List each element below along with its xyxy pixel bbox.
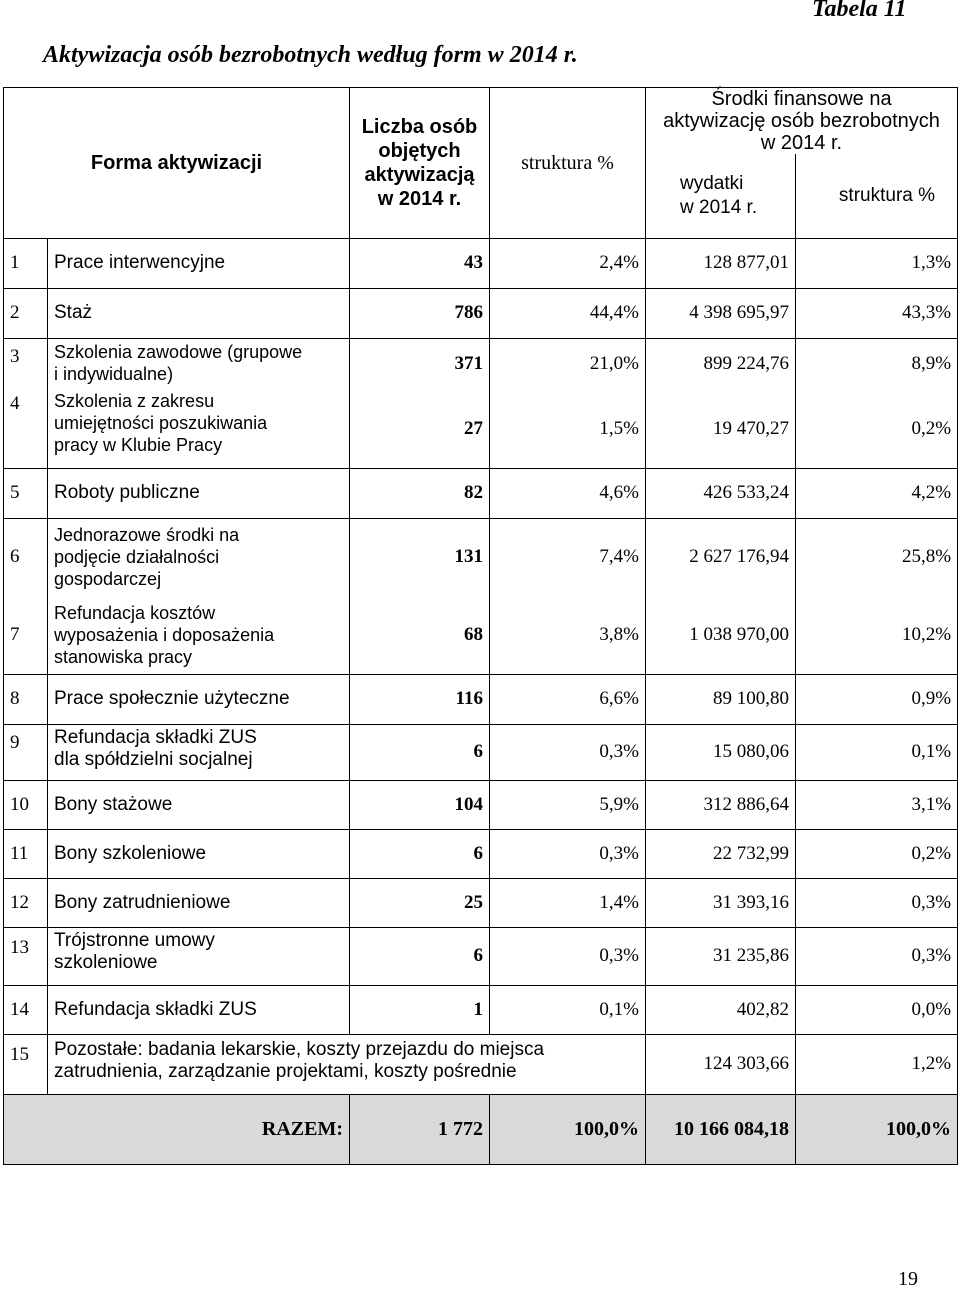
row-name-line: Pozostałe: badania lekarskie, koszty przejazdu do miejsca	[54, 1038, 545, 1060]
row-share: 2,4%	[490, 238, 646, 288]
table-row	[4, 780, 958, 829]
row-fshare: 1,3%	[796, 238, 958, 288]
row-name-line: pracy w Klubie Pracy	[54, 435, 223, 455]
table-number-label: Tabela 11	[812, 0, 907, 22]
row-fshare: 0,0%	[796, 985, 958, 1034]
row-name-line: podjęcie działalności	[54, 547, 220, 568]
row-lp: 9	[4, 724, 48, 780]
row-name-line: Refundacja kosztów	[54, 602, 216, 623]
row-fshare: 1,2%	[796, 1034, 958, 1094]
row-name-line: dla spółdzielni socjalnej	[54, 748, 253, 770]
row-name-line: wyposażenia i doposażenia	[54, 624, 275, 645]
row-count: 371	[350, 338, 490, 390]
row-lp: 2	[4, 288, 48, 338]
row-name	[48, 596, 350, 674]
row-fshare: 0,1%	[796, 724, 958, 780]
row-funds: 19 470,27	[646, 390, 796, 468]
row-count: 104	[350, 780, 490, 829]
row-name: Staż	[48, 288, 350, 338]
row-name: Refundacja składki ZUS	[48, 985, 350, 1034]
row-lp: 4	[4, 390, 48, 468]
row-funds: 899 224,76	[646, 338, 796, 390]
header-liczba-line: w 2014 r.	[377, 187, 462, 210]
header-srodki-line: aktywizację osób bezrobotnych	[663, 110, 940, 132]
row-share: 3,8%	[490, 596, 646, 674]
row-lp: 10	[4, 780, 48, 829]
row-lp: 13	[4, 927, 48, 985]
row-share: 0,3%	[490, 724, 646, 780]
row-name-line: zatrudnienia, zarządzanie projektami, koszty pośrednie	[54, 1060, 517, 1082]
header-liczba-line: Liczba osób	[361, 115, 478, 138]
row-funds: 31 393,16	[646, 878, 796, 927]
row-funds: 402,82	[646, 985, 796, 1034]
row-count: 82	[350, 468, 490, 518]
row-count: 1	[350, 985, 490, 1034]
row-name	[48, 338, 350, 390]
row-name	[48, 1034, 646, 1094]
row-lp: 11	[4, 829, 48, 878]
row-lp: 1	[4, 238, 48, 288]
row-funds: 426 533,24	[646, 468, 796, 518]
row-name-line: Refundacja składki ZUS	[54, 726, 257, 748]
row-fshare: 0,2%	[796, 390, 958, 468]
table-row	[4, 468, 958, 518]
total-funds: 10 166 084,18	[646, 1094, 796, 1164]
row-share: 6,6%	[490, 674, 646, 724]
row-name-line: Szkolenia zawodowe (grupowe	[54, 341, 303, 362]
header-struktura	[490, 88, 646, 239]
header-wydatki-line: w 2014 r.	[680, 196, 758, 218]
row-fshare: 43,3%	[796, 288, 958, 338]
row-funds: 89 100,80	[646, 674, 796, 724]
page-title: Aktywizacja osób bezrobotnych według form w 2014 r.	[43, 42, 578, 68]
header-row-1	[4, 88, 958, 155]
row-share: 0,3%	[490, 927, 646, 985]
row-name-line: stanowiska pracy	[54, 646, 193, 667]
table-row	[4, 724, 958, 780]
row-fshare: 0,9%	[796, 674, 958, 724]
activation-table	[3, 87, 958, 1165]
row-lp: 14	[4, 985, 48, 1034]
total-share: 100,0%	[490, 1094, 646, 1164]
row-lp: 12	[4, 878, 48, 927]
header-srodki-line: w 2014 r.	[760, 132, 843, 154]
header-srodki-line: Środki finansowe na	[711, 88, 892, 110]
row-count: 25	[350, 878, 490, 927]
header-struktura-label: struktura %	[521, 151, 614, 174]
header-srodki	[646, 88, 958, 155]
row-lp: 3	[4, 338, 48, 390]
table-row	[4, 596, 958, 674]
row-funds: 2 627 176,94	[646, 518, 796, 596]
table-row	[4, 518, 958, 596]
row-name: Roboty publiczne	[48, 468, 350, 518]
header-struktura-2-label: struktura %	[838, 184, 936, 206]
row-name-line: umiejętności poszukiwania	[54, 413, 268, 433]
row-fshare: 0,3%	[796, 878, 958, 927]
row-lp: 15	[4, 1034, 48, 1094]
row-count: 27	[350, 390, 490, 468]
total-row	[4, 1094, 958, 1164]
header-liczba-line: objętych	[378, 139, 461, 162]
row-fshare: 8,9%	[796, 338, 958, 390]
header-wydatki-line: wydatki	[680, 172, 744, 194]
row-funds: 15 080,06	[646, 724, 796, 780]
row-lp: 7	[4, 596, 48, 674]
row-name	[48, 518, 350, 596]
row-share: 21,0%	[490, 338, 646, 390]
total-fshare: 100,0%	[796, 1094, 958, 1164]
table-row	[4, 338, 958, 390]
header-wydatki	[646, 154, 796, 238]
row-name: Prace interwencyjne	[48, 238, 350, 288]
table-row	[4, 1034, 958, 1094]
row-name: Prace społecznie użyteczne	[48, 674, 350, 724]
row-name-line: Trójstronne umowy	[54, 929, 215, 951]
table-row	[4, 390, 958, 468]
row-name: Bony zatrudnieniowe	[48, 878, 350, 927]
table-row	[4, 288, 958, 338]
row-count: 43	[350, 238, 490, 288]
row-share: 1,5%	[490, 390, 646, 468]
row-fshare: 4,2%	[796, 468, 958, 518]
row-share: 5,9%	[490, 780, 646, 829]
table-row	[4, 878, 958, 927]
row-funds: 4 398 695,97	[646, 288, 796, 338]
row-share: 1,4%	[490, 878, 646, 927]
row-funds: 312 886,64	[646, 780, 796, 829]
row-funds: 124 303,66	[646, 1034, 796, 1094]
row-funds: 1 038 970,00	[646, 596, 796, 674]
row-count: 6	[350, 829, 490, 878]
row-fshare: 0,3%	[796, 927, 958, 985]
page-number: 19	[898, 1268, 918, 1290]
table-row	[4, 927, 958, 985]
row-fshare: 25,8%	[796, 518, 958, 596]
row-name-line: Jednorazowe środki na	[54, 525, 240, 546]
row-share: 0,3%	[490, 829, 646, 878]
header-liczba	[350, 88, 490, 239]
row-share: 0,1%	[490, 985, 646, 1034]
row-fshare: 3,1%	[796, 780, 958, 829]
row-name	[48, 724, 350, 780]
header-forma-label: Forma aktywizacji	[90, 151, 263, 174]
total-label: RAZEM:	[4, 1094, 350, 1164]
row-name-line: gospodarczej	[54, 569, 162, 590]
row-fshare: 0,2%	[796, 829, 958, 878]
total-count: 1 772	[350, 1094, 490, 1164]
row-count: 6	[350, 724, 490, 780]
row-name-line: Szkolenia z zakresu	[54, 391, 215, 411]
table-row	[4, 829, 958, 878]
row-funds: 22 732,99	[646, 829, 796, 878]
row-name	[48, 927, 350, 985]
row-lp: 8	[4, 674, 48, 724]
row-fshare: 10,2%	[796, 596, 958, 674]
row-name: Bony szkoleniowe	[48, 829, 350, 878]
header-liczba-line: aktywizacją	[364, 163, 475, 186]
row-count: 68	[350, 596, 490, 674]
row-lp: 6	[4, 518, 48, 596]
row-count: 131	[350, 518, 490, 596]
header-struktura-2	[796, 154, 958, 238]
row-count: 116	[350, 674, 490, 724]
table-row	[4, 674, 958, 724]
row-count: 6	[350, 927, 490, 985]
header-forma	[4, 88, 350, 239]
row-name-line: szkoleniowe	[54, 951, 158, 973]
row-name: Bony stażowe	[48, 780, 350, 829]
row-name-line: i indywidualne)	[54, 363, 174, 384]
row-share: 4,6%	[490, 468, 646, 518]
row-lp: 5	[4, 468, 48, 518]
table-row	[4, 238, 958, 288]
row-funds: 31 235,86	[646, 927, 796, 985]
row-share: 7,4%	[490, 518, 646, 596]
row-funds: 128 877,01	[646, 238, 796, 288]
row-name	[48, 390, 350, 468]
row-share: 44,4%	[490, 288, 646, 338]
row-count: 786	[350, 288, 490, 338]
table-row	[4, 985, 958, 1034]
